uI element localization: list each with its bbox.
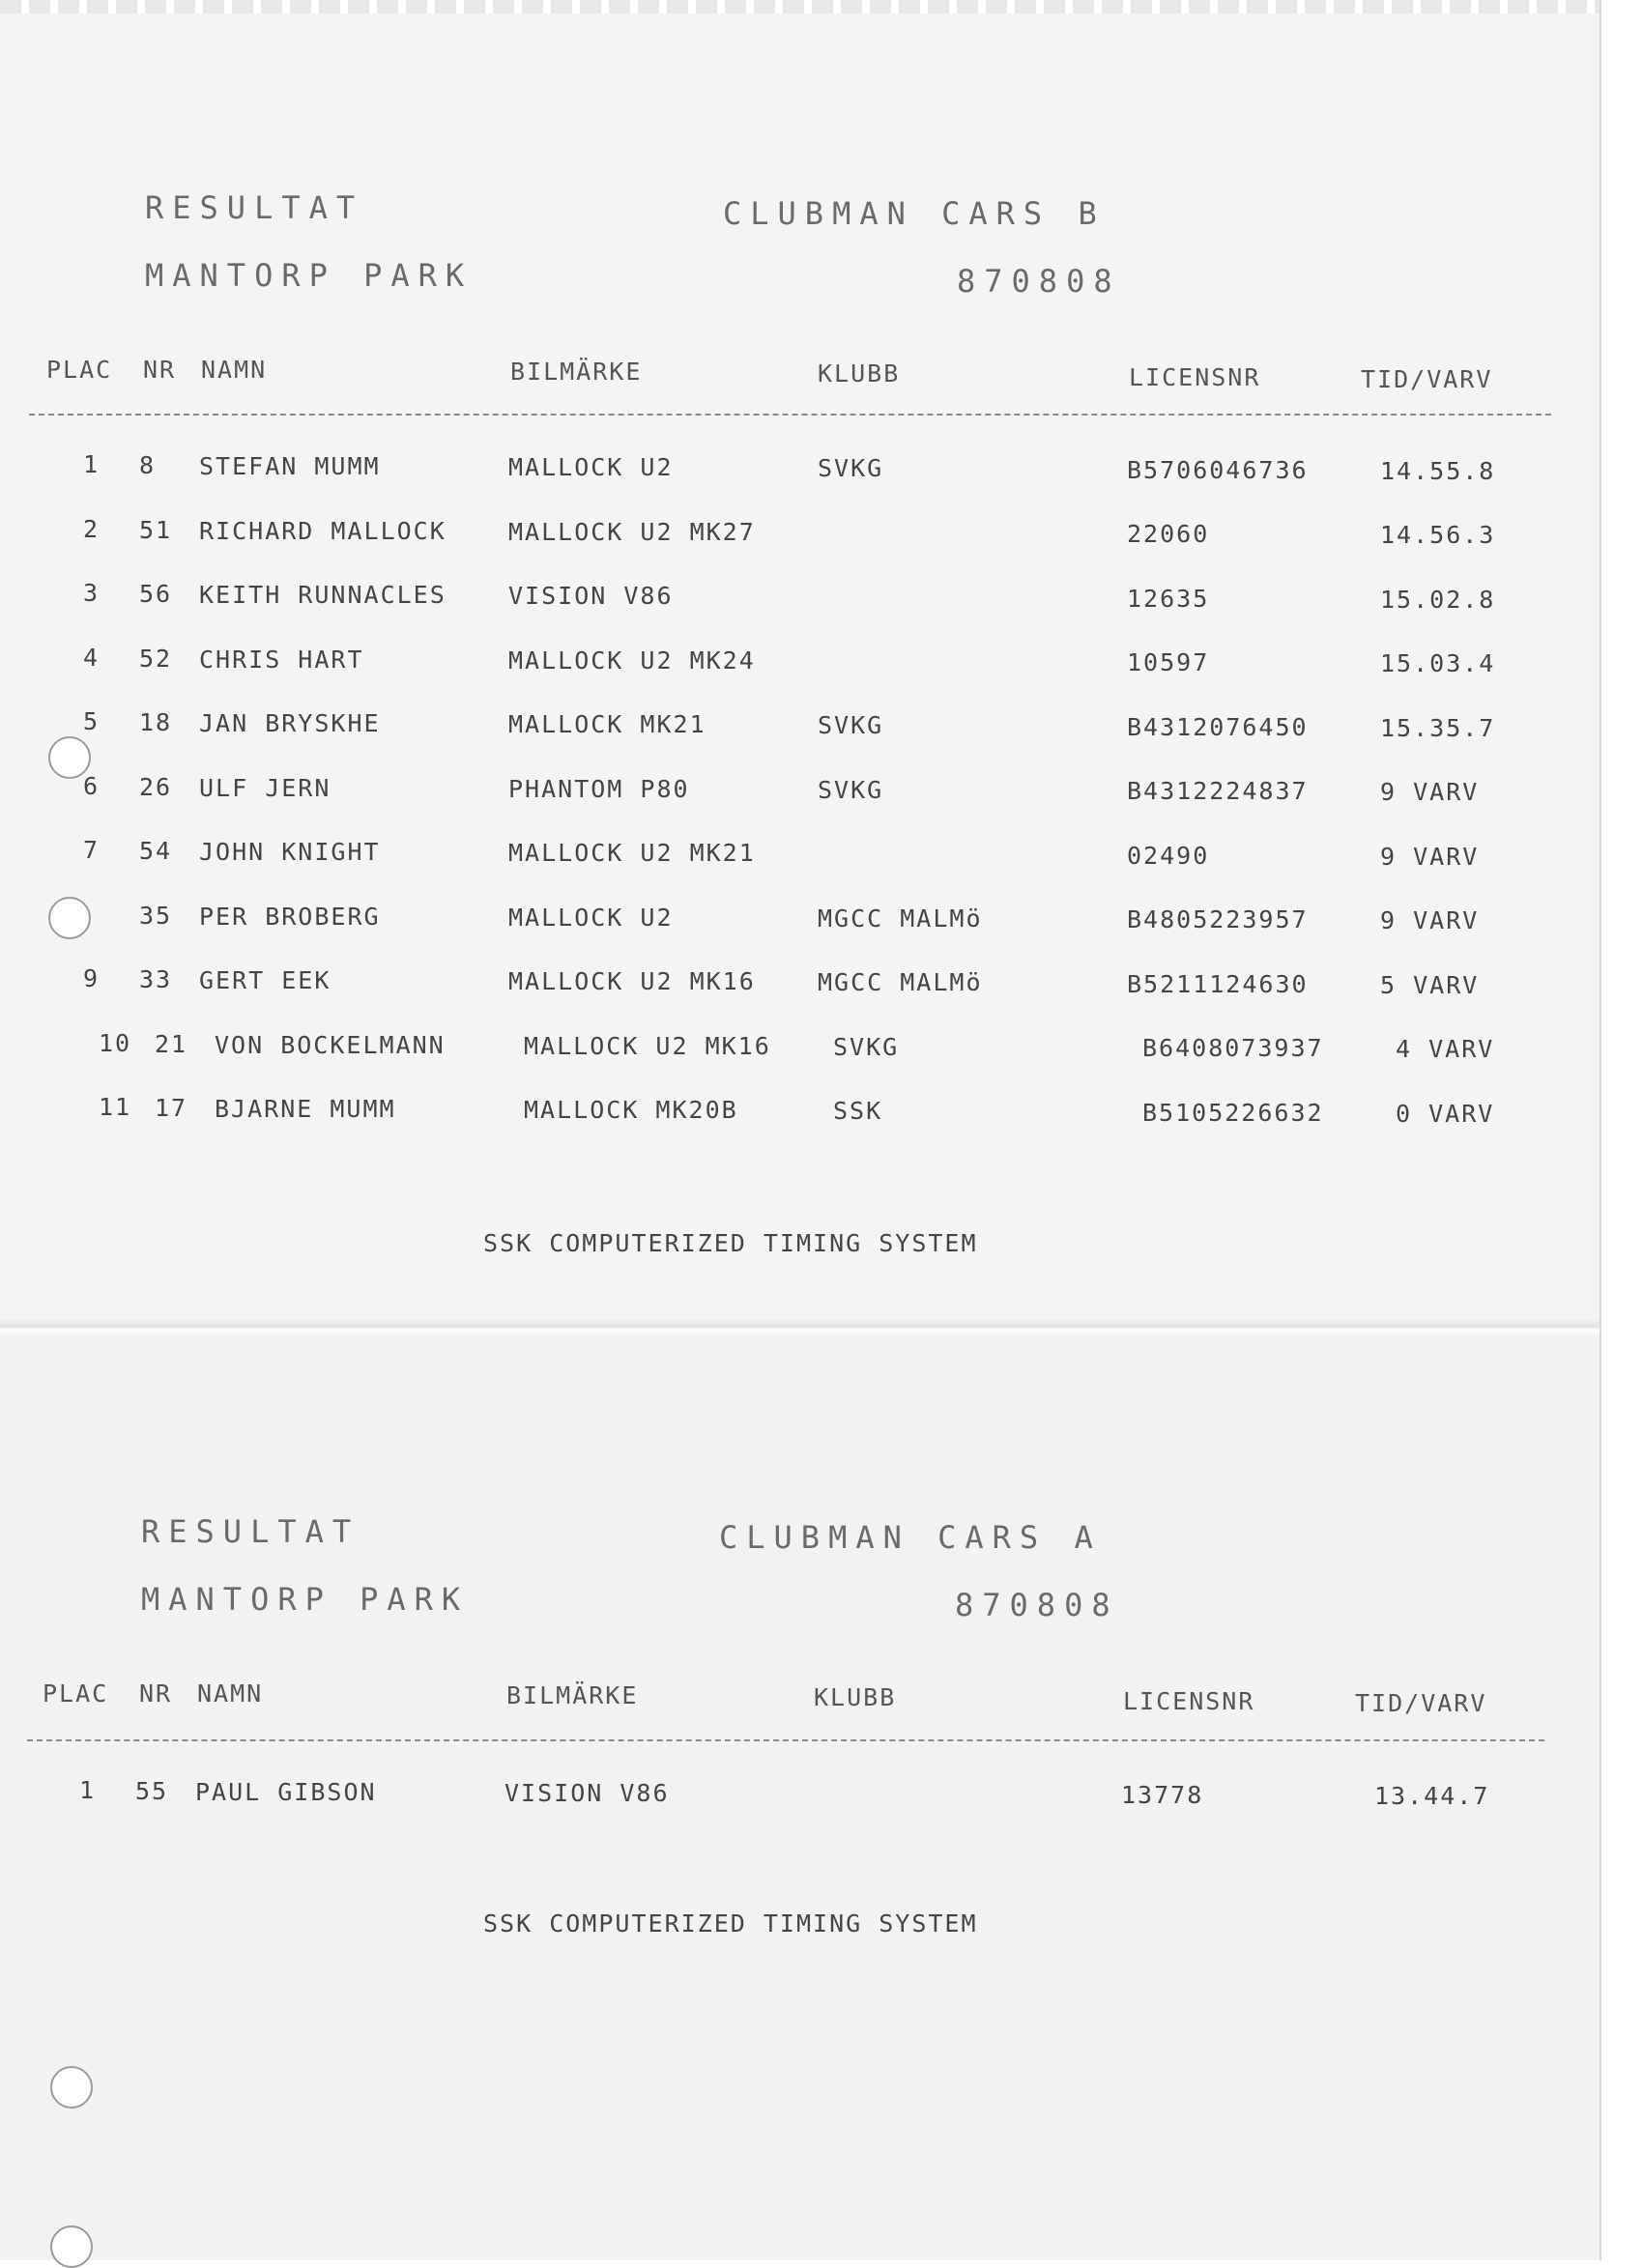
cell-nr: 33 <box>139 965 173 994</box>
column-header-namn: NAMN <box>197 1679 264 1708</box>
cell-bilmarke: PHANTOM P80 <box>508 774 690 803</box>
cell-namn: JOHN KNIGHT <box>199 838 381 867</box>
punch-hole <box>50 2066 93 2109</box>
race-date: 870808 <box>957 263 1121 300</box>
cell-namn: RICHARD MALLOCK <box>199 516 447 545</box>
report-title: RESULTAT <box>141 1513 360 1550</box>
cell-namn: STEFAN MUMM <box>199 452 381 481</box>
punch-hole <box>48 897 91 939</box>
cell-plac: 9 <box>83 964 101 992</box>
cell-licensnr: B4312224837 <box>1127 777 1309 805</box>
cell-licensnr: 12635 <box>1127 584 1210 613</box>
cell-klubb: SVKG <box>818 775 884 804</box>
cell-klubb: SVKG <box>818 454 884 483</box>
cell-licensnr: 22060 <box>1127 520 1210 548</box>
cell-tid-varv: 14.55.8 <box>1380 456 1496 485</box>
column-header-tid-varv: TID/VARV <box>1361 365 1493 393</box>
venue: MANTORP PARK <box>145 257 474 294</box>
cell-nr: 55 <box>135 1777 169 1805</box>
column-header-namn: NAMN <box>201 356 268 384</box>
cell-bilmarke: MALLOCK U2 MK21 <box>508 839 756 868</box>
column-header-nr: NR <box>143 356 177 384</box>
cell-namn: JAN BRYSKHE <box>199 709 381 738</box>
page-tear <box>0 1319 1604 1336</box>
cell-plac: 4 <box>83 643 101 672</box>
cell-tid-varv: 15.03.4 <box>1380 649 1496 678</box>
cell-plac: 10 <box>99 1028 132 1057</box>
cell-plac: 11 <box>99 1093 132 1121</box>
cell-plac: 5 <box>83 707 101 735</box>
header-rule <box>29 414 1551 416</box>
column-header-plac: PLAC <box>46 356 113 384</box>
cell-tid-varv: 9 VARV <box>1380 906 1480 935</box>
column-header-tid-varv: TID/VARV <box>1355 1689 1487 1717</box>
cell-plac: 3 <box>83 579 101 607</box>
cell-nr: 54 <box>139 837 173 866</box>
cell-nr: 21 <box>155 1029 188 1058</box>
cell-namn: PAUL GIBSON <box>195 1778 377 1806</box>
cell-tid-varv: 0 VARV <box>1396 1099 1495 1128</box>
cell-tid-varv: 13.44.7 <box>1374 1782 1490 1810</box>
column-header-nr: NR <box>139 1679 173 1708</box>
cell-namn: VON BOCKELMANN <box>215 1030 446 1059</box>
class-name: CLUBMAN CARS A <box>719 1519 1102 1556</box>
punch-hole <box>50 2225 93 2268</box>
cell-namn: GERT EEK <box>199 966 331 995</box>
cell-licensnr: 13778 <box>1121 1781 1204 1809</box>
perforation <box>0 0 1604 14</box>
cell-plac: 6 <box>83 771 101 800</box>
cell-klubb: SVKG <box>818 711 884 740</box>
cell-tid-varv: 4 VARV <box>1396 1035 1495 1064</box>
column-header-bilmarke: BILMÄRKE <box>506 1681 639 1709</box>
cell-klubb: MGCC MALMö <box>818 904 983 933</box>
cell-nr: 35 <box>139 901 173 930</box>
cell-namn: CHRIS HART <box>199 645 364 674</box>
cell-klubb: SSK <box>833 1097 883 1126</box>
cell-bilmarke: MALLOCK U2 MK16 <box>524 1031 771 1060</box>
cell-licensnr: B6408073937 <box>1142 1034 1324 1062</box>
venue: MANTORP PARK <box>141 1581 470 1618</box>
cell-klubb: SVKG <box>833 1032 900 1061</box>
cell-bilmarke: MALLOCK U2 MK24 <box>508 646 756 675</box>
cell-licensnr: B5105226632 <box>1142 1098 1324 1127</box>
cell-tid-varv: 14.56.3 <box>1380 521 1496 550</box>
cell-licensnr: B4805223957 <box>1127 905 1309 933</box>
cell-plac: 1 <box>83 450 101 478</box>
class-name: CLUBMAN CARS B <box>723 195 1106 232</box>
page-edge <box>1600 0 1643 2260</box>
cell-nr: 18 <box>139 708 173 737</box>
report-title: RESULTAT <box>145 189 364 226</box>
cell-nr: 56 <box>139 580 173 609</box>
cell-bilmarke: VISION V86 <box>504 1779 670 1807</box>
header-rule <box>27 1739 1544 1741</box>
cell-nr: 26 <box>139 772 173 801</box>
cell-licensnr: 10597 <box>1127 648 1210 676</box>
cell-nr: 52 <box>139 644 173 673</box>
cell-licensnr: 02490 <box>1127 841 1210 870</box>
cell-nr: 17 <box>155 1094 188 1123</box>
cell-namn: BJARNE MUMM <box>215 1095 396 1124</box>
cell-bilmarke: MALLOCK U2 MK27 <box>508 517 756 546</box>
cell-tid-varv: 15.02.8 <box>1380 585 1496 614</box>
column-header-licensnr: LICENSNR <box>1123 1687 1255 1715</box>
cell-licensnr: B5211124630 <box>1127 969 1309 998</box>
footer-text: SSK COMPUTERIZED TIMING SYSTEM <box>483 1229 978 1257</box>
cell-namn: KEITH RUNNACLES <box>199 581 447 610</box>
cell-bilmarke: VISION V86 <box>508 582 674 611</box>
cell-tid-varv: 5 VARV <box>1380 970 1480 999</box>
cell-plac: 7 <box>83 836 101 864</box>
cell-bilmarke: MALLOCK U2 MK16 <box>508 967 756 996</box>
cell-licensnr: B4312076450 <box>1127 712 1309 741</box>
column-header-klubb: KLUBB <box>818 359 901 388</box>
cell-nr: 8 <box>139 451 157 480</box>
column-header-klubb: KLUBB <box>814 1683 897 1711</box>
column-header-plac: PLAC <box>43 1679 109 1708</box>
cell-nr: 51 <box>139 515 173 544</box>
race-date: 870808 <box>955 1587 1119 1623</box>
cell-plac: 1 <box>79 1776 97 1804</box>
footer-text: SSK COMPUTERIZED TIMING SYSTEM <box>483 1909 978 1938</box>
cell-tid-varv: 15.35.7 <box>1380 713 1496 742</box>
cell-bilmarke: MALLOCK U2 <box>508 453 674 482</box>
column-header-bilmarke: BILMÄRKE <box>510 358 643 386</box>
cell-namn: PER BROBERG <box>199 902 381 931</box>
cell-licensnr: B5706046736 <box>1127 455 1309 484</box>
cell-tid-varv: 9 VARV <box>1380 778 1480 807</box>
cell-tid-varv: 9 VARV <box>1380 842 1480 871</box>
cell-klubb: MGCC MALMö <box>818 968 983 997</box>
cell-namn: ULF JERN <box>199 773 331 802</box>
cell-plac: 2 <box>83 514 101 543</box>
cell-bilmarke: MALLOCK MK20B <box>524 1096 738 1125</box>
column-header-licensnr: LICENSNR <box>1129 363 1261 391</box>
cell-bilmarke: MALLOCK U2 <box>508 903 674 932</box>
cell-bilmarke: MALLOCK MK21 <box>508 710 706 739</box>
